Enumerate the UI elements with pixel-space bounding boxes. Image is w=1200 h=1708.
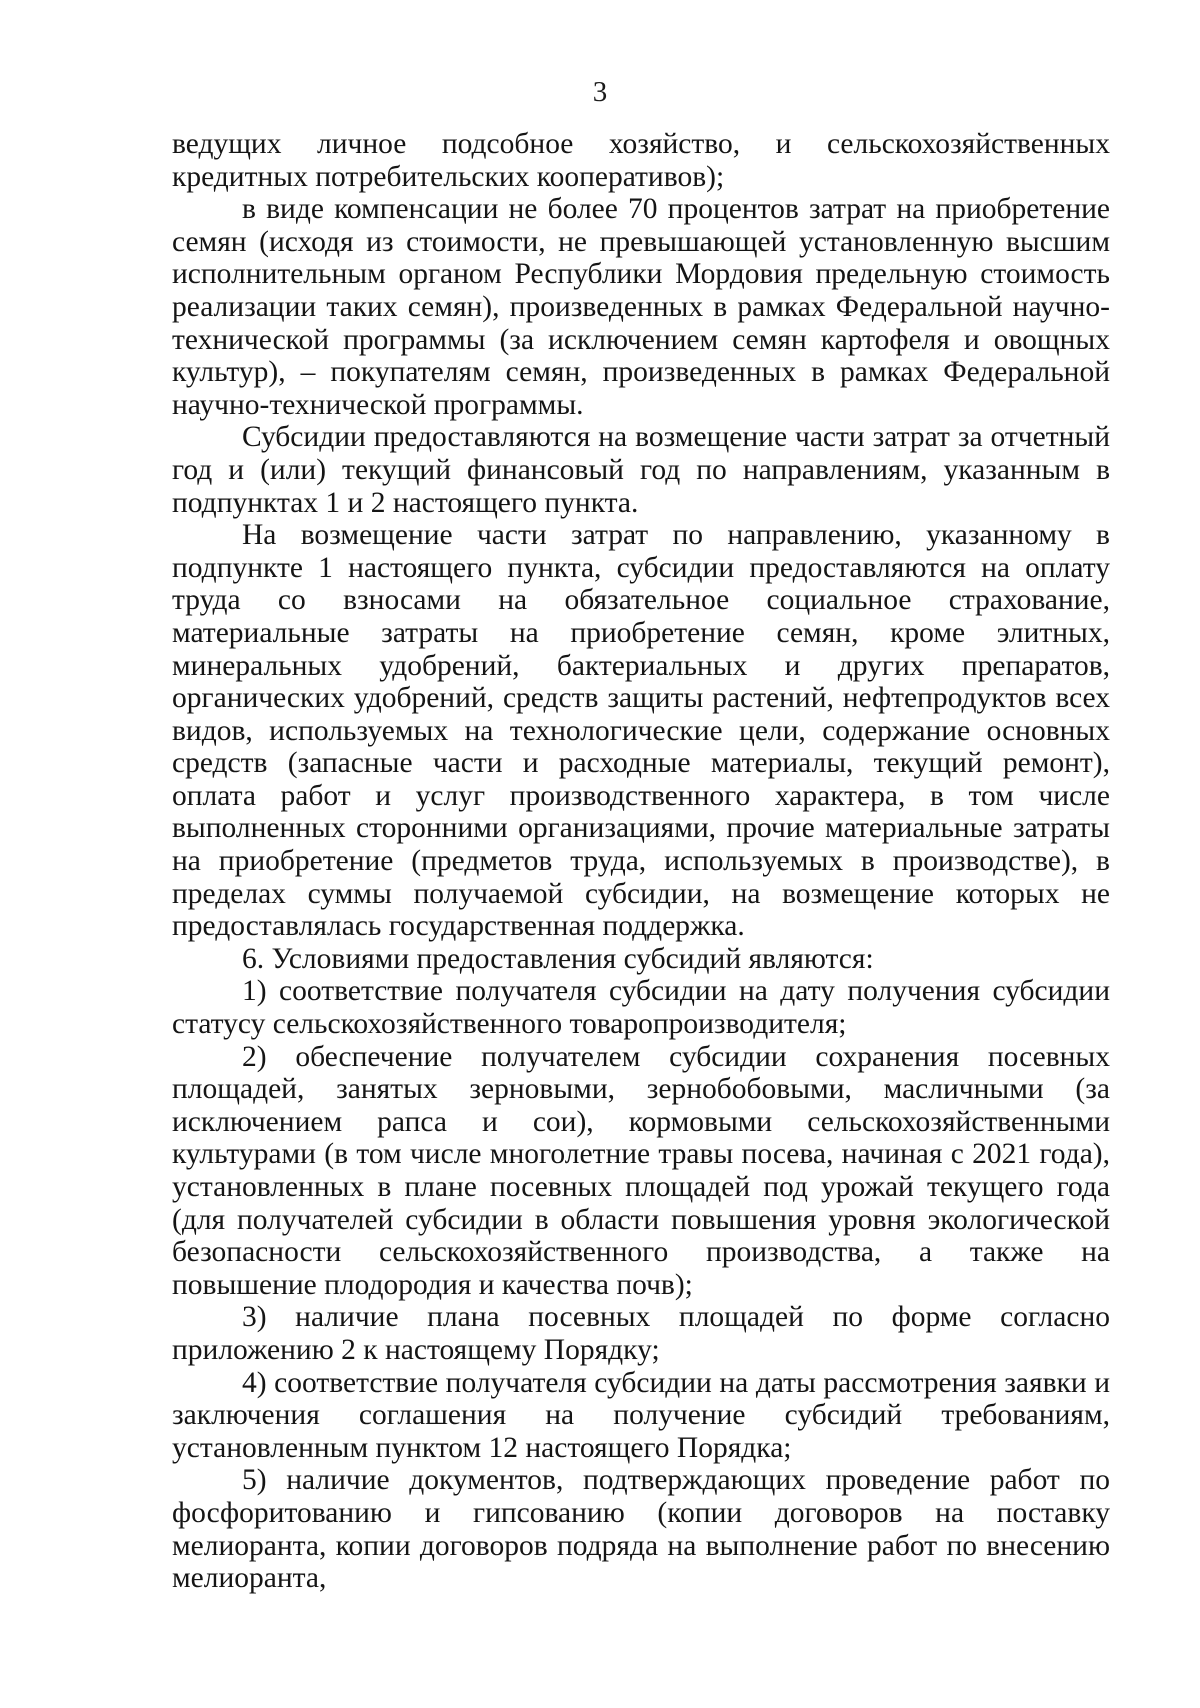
paragraph: ведущих личное подсобное хозяйство, и сельскохозяйственных кредитных потребительских кооперативов); [172,128,1110,193]
document-body [172,128,1110,1595]
paragraph: 1) соответствие получателя субсидии на дату получения субсидии статусу сельскохозяйственного товаропроизводителя; [172,975,1110,1041]
page-number: 3 [592,76,608,108]
paragraph: На возмещение части затрат по направлению, указанному в подпункте 1 настоящего пункта, субсидии предоставляются на оплату труда со взносами на обязательное социальное страхование, материальные затраты на приобретение семян, кроме элитных, минеральных удобрений, бактериальных и других препаратов, органических удобрений, средств защиты растений, нефтепродуктов всех видов, используемых на технологические цели, содержание основных средств (запасные части и расходные материалы, текущий ремонт), оплата работ и услуг производственного характера, в том числе выполненных сторонними организациями, прочие материальные затраты на приобретение (предметов труда, используемых в производстве), в пределах суммы получаемой субсидии, на возмещение которых не предоставлялась государственная поддержка. [172,519,1110,943]
paragraph: Субсидии предоставляются на возмещение части затрат за отчетный год и (или) текущий финансовый год по направлениям, указанным в подпунктах 1 и 2 настоящего пункта. [172,421,1110,519]
paragraph: 4) соответствие получателя субсидии на даты рассмотрения заявки и заключения соглашения на получение субсидий требованиям, установленным пунктом 12 настоящего Порядка; [172,1366,1110,1464]
paragraph: 5) наличие документов, подтверждающих проведение работ по фосфоритованию и гипсованию (копии договоров на поставку мелиоранта, копии договоров подряда на выполнение работ по внесению мелиоранта, [172,1464,1110,1595]
paragraph: в виде компенсации не более 70 процентов затрат на приобретение семян (исходя из стоимости, не превышающей установленную высшим исполнительным органом Республики Мордовия предельную стоимость реализации таких семян), произведенных в рамках Федеральной научно-технической программы (за исключением семян картофеля и овощных культур), – покупателям семян, произведенных в рамках Федеральной научно-технической программы. [172,193,1110,421]
paragraph: 3) наличие плана посевных площадей по форме согласно приложению 2 к настоящему Порядку; [172,1301,1110,1366]
paragraph: 6. Условиями предоставления субсидий являются: [242,942,874,975]
paragraph: 2) обеспечение получателем субсидии сохранения посевных площадей, занятых зерновыми, зернобобовыми, масличными (за исключением рапса и сои), кормовыми сельскохозяйственными культурами (в том числе многолетние травы посева, начиная с 2021 года), установленных в плане посевных площадей под урожай текущего года (для получателей субсидии в области повышения уровня экологической безопасности сельскохозяйственного производства, а также на повышение плодородия и качества почв); [172,1040,1110,1301]
